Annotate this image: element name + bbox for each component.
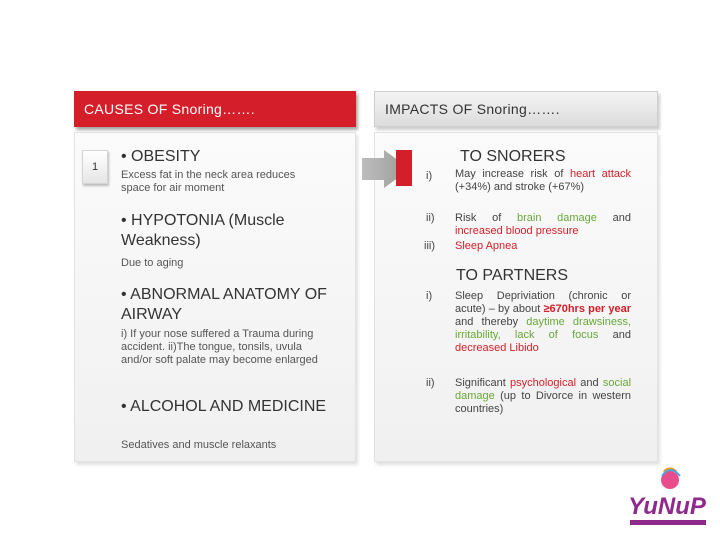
yunup-logo-icon	[624, 466, 710, 530]
partners-numeral-2: ii)	[426, 377, 435, 389]
partners-heading: TO PARTNERS	[456, 267, 569, 284]
snorers-item-3: Sleep Apnea	[455, 240, 518, 252]
snorers-heading: TO SNORERS	[460, 148, 566, 165]
cause-alcohol-title: • ALCOHOL AND MEDICINE	[121, 398, 327, 415]
causes-header: CAUSES OF Snoring…….	[74, 91, 356, 127]
cause-obesity-title: • OBESITY	[121, 148, 201, 165]
snorers-numeral-3: iii)	[424, 240, 435, 252]
partners-numeral-1: i)	[426, 290, 433, 302]
item-number-badge: 1	[82, 150, 108, 184]
cause-obesity-detail: Excess fat in the neck area reduces space for air moment	[121, 169, 296, 194]
partners-item-1: Sleep Depriviation (chronic or acute) – by about ≥670hrs per year and thereby daytime drawsiness, irritability, lack of focus and decreased Libido	[455, 290, 631, 354]
snorers-numeral-2: ii)	[426, 212, 435, 224]
cause-hypotonia-detail: Due to aging	[121, 257, 184, 269]
snorers-numeral-1: i)	[426, 170, 433, 182]
cause-anatomy-detail: i) If your nose suffered a Trauma during accident. ii)The tongue, tonsils, uvula and/or soft palate may become enlarged	[121, 328, 318, 366]
cause-anatomy-title: • ABNORMAL ANATOMY OF AIRWAY	[121, 286, 327, 323]
snorers-item-2: Risk of brain damage and increased blood pressure	[455, 212, 631, 237]
cause-alcohol-detail: Sedatives and muscle relaxants	[121, 439, 277, 451]
snorers-item-1: May increase risk of heart attack (+34%) and stroke (+67%)	[455, 168, 631, 193]
impacts-header: IMPACTS OF Snoring…….	[374, 91, 658, 127]
arrow-accent-bar	[396, 150, 412, 186]
cause-hypotonia-title: • HYPOTONIA (Muscle Weakness)	[121, 212, 285, 249]
partners-item-2: Significant psychological and social damage (up to Divorce in western countries)	[455, 377, 632, 415]
svg-text:YuNuP: YuNuP	[628, 493, 706, 520]
